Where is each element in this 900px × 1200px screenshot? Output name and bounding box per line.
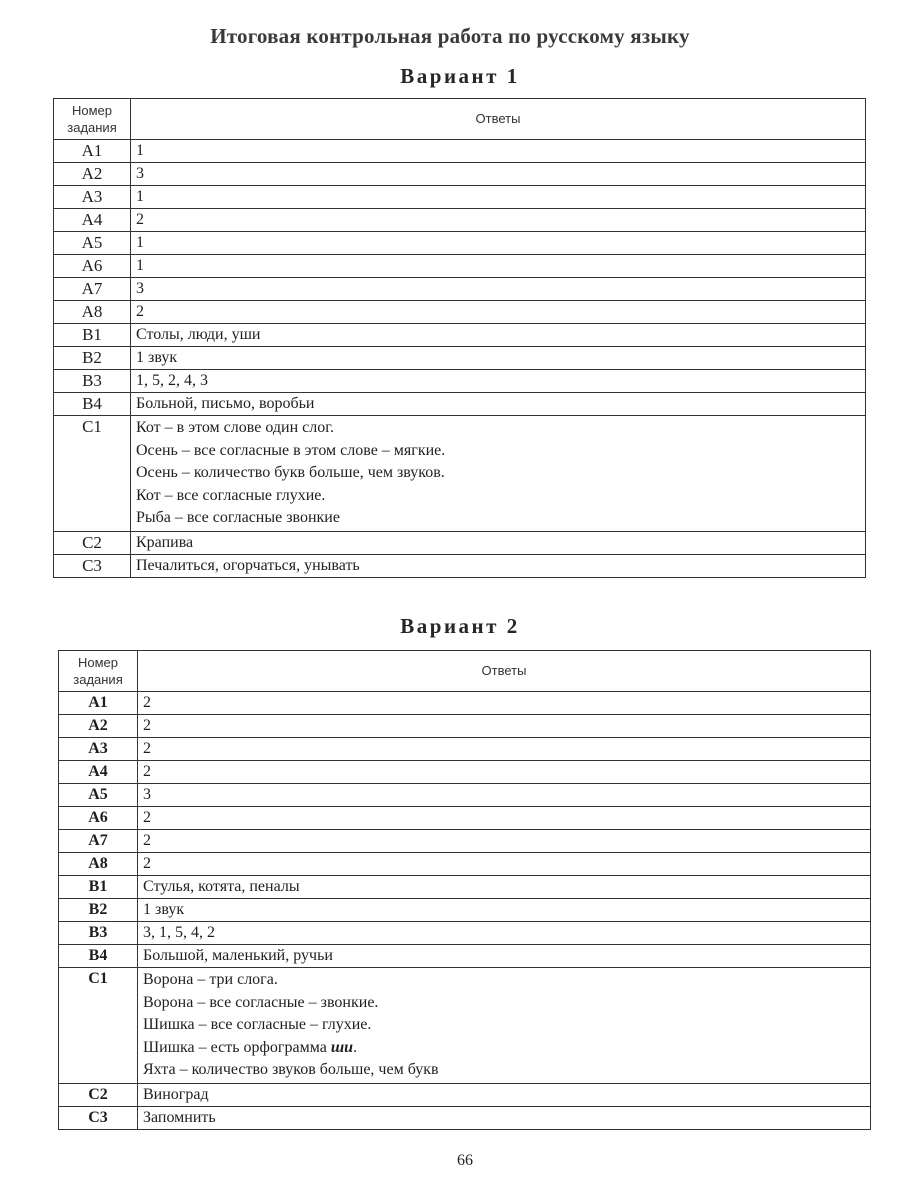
- answer-cell: 1: [131, 186, 866, 209]
- page-title: Итоговая контрольная работа по русскому языку: [210, 24, 690, 48]
- answer-cell: 2: [138, 853, 871, 876]
- answer-cell: 1: [131, 255, 866, 278]
- table-row: [59, 692, 871, 715]
- answer-line-text: Шишка – есть орфограмма: [143, 1038, 331, 1056]
- answer-line: Шишка – все согласные – глухие.: [143, 1016, 372, 1033]
- task-number: В4: [54, 393, 131, 416]
- table-row: [59, 1106, 871, 1129]
- answer-cell: 1 звук: [138, 899, 871, 922]
- answer-line: Кот – все согласные глухие.: [136, 486, 326, 504]
- task-number: А3: [59, 738, 138, 761]
- answer-cell: 3: [131, 163, 866, 186]
- answer-line: Кот – в этом слове один слог.: [136, 419, 334, 436]
- task-number: А7: [59, 830, 138, 853]
- answer-cell: 2: [131, 301, 866, 324]
- answer-cell: 1: [131, 232, 866, 255]
- page-number: 66: [457, 1152, 473, 1169]
- answer-cell: Крапива: [131, 531, 866, 554]
- task-number: С3: [54, 554, 131, 577]
- table-row: [54, 232, 866, 255]
- table-row: [59, 968, 871, 1084]
- answer-cell: Столы, люди, уши: [131, 324, 866, 347]
- task-number: В4: [59, 945, 138, 968]
- answer-line: Ворона – все согласные – звонкие.: [143, 993, 379, 1011]
- table-row: [59, 761, 871, 784]
- answer-line-text: .: [353, 1038, 358, 1056]
- variant-1-heading: Вариант 1: [400, 64, 520, 88]
- answer-line: Ворона – три слога.: [143, 971, 278, 988]
- answer-line: Рыба – все согласные звонкие: [136, 509, 340, 526]
- table-header-row: [54, 99, 866, 140]
- answer-cell: 2: [138, 807, 871, 830]
- answer-cell: 2: [138, 692, 871, 715]
- emphasized-spelling: ши: [330, 1038, 354, 1056]
- table-row: [54, 531, 866, 554]
- answer-cell: 2: [138, 761, 871, 784]
- answer-cell: 1 звук: [131, 347, 866, 370]
- answer-cell: 3: [138, 784, 871, 807]
- task-number: В3: [54, 370, 131, 393]
- answers-header: Ответы: [131, 99, 866, 140]
- table-row: [54, 209, 866, 232]
- answer-cell: 2: [138, 738, 871, 761]
- variant-2-heading: Вариант 2: [400, 614, 520, 638]
- task-number: С3: [59, 1106, 138, 1129]
- answer-cell: Стулья, котята, пеналы: [138, 876, 871, 899]
- task-number: С2: [59, 1083, 138, 1106]
- task-number: А5: [59, 784, 138, 807]
- task-number: С2: [54, 531, 131, 554]
- answer-cell: 2: [131, 209, 866, 232]
- task-number-header: Номер задания: [54, 99, 131, 140]
- task-number: А6: [59, 807, 138, 830]
- task-number: В1: [59, 876, 138, 899]
- answer-cell-multiline: [138, 968, 871, 1084]
- answer-cell: 1, 5, 2, 4, 3: [131, 370, 866, 393]
- table-row: [54, 186, 866, 209]
- task-number-header-line: Номер: [77, 655, 118, 670]
- table-row: [54, 255, 866, 278]
- task-number: А1: [54, 140, 131, 163]
- table-row: [59, 945, 871, 968]
- task-number: С1: [54, 416, 131, 532]
- task-number: В3: [59, 922, 138, 945]
- task-number: А7: [54, 278, 131, 301]
- answers-header: Ответы: [138, 651, 871, 692]
- task-number: А2: [54, 163, 131, 186]
- answer-cell: 3: [131, 278, 866, 301]
- table-header-row: [59, 651, 871, 692]
- table-row: [59, 876, 871, 899]
- table-row: [59, 1083, 871, 1106]
- table-row: [54, 163, 866, 186]
- task-number: В1: [54, 324, 131, 347]
- table-row: [59, 715, 871, 738]
- table-row: [59, 853, 871, 876]
- task-number-header: [59, 651, 138, 692]
- task-number: В2: [54, 347, 131, 370]
- table-row: [54, 416, 866, 532]
- task-number: С1: [59, 968, 138, 1084]
- task-number: В2: [59, 899, 138, 922]
- answer-cell: 1: [131, 140, 866, 163]
- table-row: [54, 278, 866, 301]
- answer-cell: 3, 1, 5, 4, 2: [138, 922, 871, 945]
- task-number: А8: [54, 301, 131, 324]
- table-row: [54, 347, 866, 370]
- task-number: А4: [54, 209, 131, 232]
- table-row: [54, 140, 866, 163]
- answer-cell: 2: [138, 715, 871, 738]
- answer-cell: Виноград: [138, 1083, 871, 1106]
- table-row: [54, 301, 866, 324]
- answer-line: Осень – количество букв больше, чем звуков.: [136, 464, 445, 481]
- answer-cell: Запомнить: [138, 1106, 871, 1129]
- task-number: А3: [54, 186, 131, 209]
- task-number: А2: [59, 715, 138, 738]
- table-row: [54, 393, 866, 416]
- task-number: А1: [59, 692, 138, 715]
- answer-line: Яхта – количество звуков больше, чем букв: [143, 1061, 439, 1078]
- task-number: А6: [54, 255, 131, 278]
- variant-1-answer-table: [53, 98, 866, 578]
- table-row: [59, 899, 871, 922]
- table-row: [59, 830, 871, 853]
- task-number: А4: [59, 761, 138, 784]
- answer-cell: Большой, маленький, ручьи: [138, 945, 871, 968]
- table-row: [54, 370, 866, 393]
- table-row: [54, 554, 866, 577]
- answer-cell-multiline: [131, 416, 866, 532]
- task-number: А5: [54, 232, 131, 255]
- table-row: [59, 922, 871, 945]
- table-row: [59, 738, 871, 761]
- answer-cell: 2: [138, 830, 871, 853]
- table-row: [59, 807, 871, 830]
- answer-line: [143, 1037, 870, 1060]
- table-row: [54, 324, 866, 347]
- table-row: [59, 784, 871, 807]
- answer-cell: Больной, письмо, воробьи: [131, 393, 866, 416]
- task-number: А8: [59, 853, 138, 876]
- variant-2-answer-table: [58, 650, 871, 1130]
- answer-line: Осень – все согласные в этом слове – мягкие.: [136, 441, 446, 459]
- task-number-header-line: задания: [73, 672, 123, 687]
- answer-cell: Печалиться, огорчаться, унывать: [131, 554, 866, 577]
